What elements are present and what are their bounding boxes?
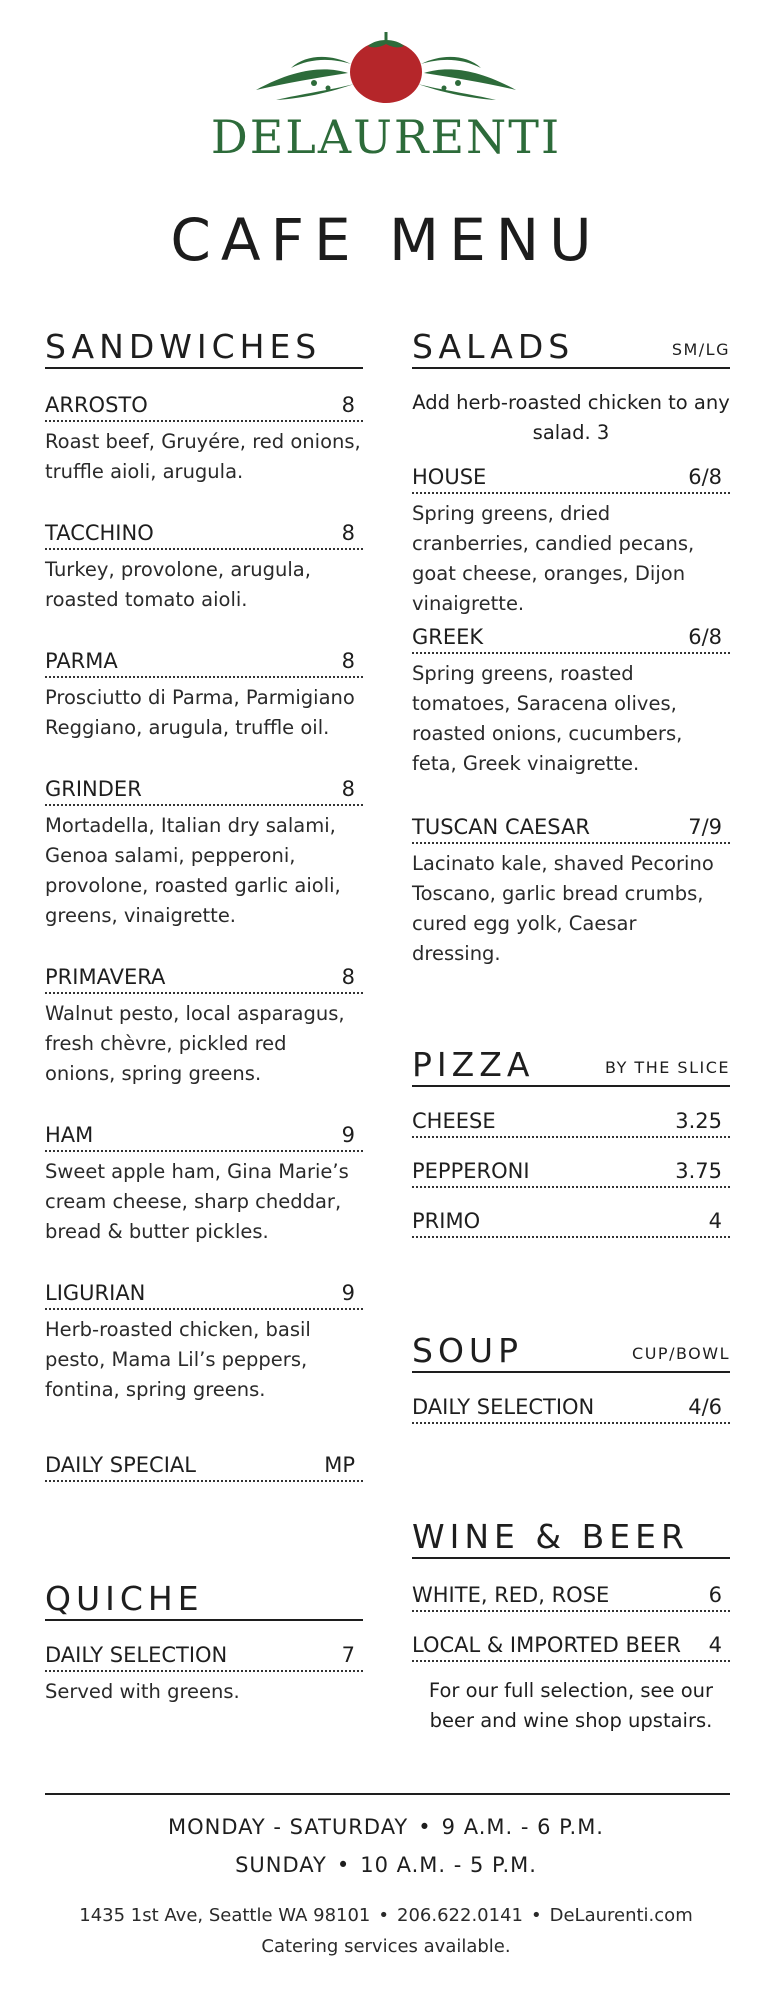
item-description: Served with greens. <box>45 1680 240 1703</box>
item-description: Mortadella, Italian dry salami, Genoa salami, pepperoni, provolone, roasted garlic aioli, greens, vinaigrette. <box>45 814 341 927</box>
item-name: LIGURIAN <box>45 1281 146 1305</box>
item-price: 4 <box>708 1633 722 1657</box>
menu-item <box>45 1122 363 1247</box>
item-price: 8 <box>341 521 355 545</box>
item-name: PRIMAVERA <box>45 965 166 989</box>
item-description: Sweet apple ham, Gina Marie’s cream cheese, sharp cheddar, bread & butter pickles. <box>45 1160 349 1243</box>
pizza-header <box>412 1045 730 1087</box>
item-description: Lacinato kale, shaved Pecorino Toscano, garlic bread crumbs, cured egg yolk, Caesar dressing. <box>412 852 714 965</box>
menu-item <box>412 1208 730 1238</box>
item-name: GREEK <box>412 625 484 649</box>
hours-weekday-times: 9 A.M. - 6 P.M. <box>441 1815 604 1839</box>
menu-item <box>412 1108 730 1138</box>
item-price: 9 <box>341 1281 355 1305</box>
item-description: Spring greens, roasted tomatoes, Saracena olives, roasted onions, cucumbers, feta, Greek vinaigrette. <box>412 662 683 775</box>
item-price: 8 <box>341 649 355 673</box>
item-price: 7/9 <box>688 815 722 839</box>
item-price: 8 <box>341 393 355 417</box>
sandwiches-section <box>45 327 363 369</box>
pizza-section <box>412 1045 730 1087</box>
footer-divider <box>45 1793 730 1795</box>
salads-title: SALADS <box>412 327 575 366</box>
item-name: HOUSE <box>412 465 487 489</box>
menu-item <box>412 464 730 619</box>
item-description: Prosciutto di Parma, Parmigiano Reggiano, arugula, truffle oil. <box>45 686 355 739</box>
soup-title: SOUP <box>412 1331 523 1370</box>
item-description: Roast beef, Gruyére, red onions, truffle aioli, arugula. <box>45 430 361 483</box>
wine-section <box>412 1517 730 1559</box>
hours-sunday-times: 10 A.M. - 5 P.M. <box>360 1853 537 1877</box>
menu-item <box>45 648 363 743</box>
soup-section <box>412 1331 730 1373</box>
wine-note: For our full selection, see our beer and wine shop upstairs. <box>428 1679 714 1732</box>
soup-note: CUP/BOWL <box>632 1344 730 1363</box>
item-price: MP <box>324 1453 355 1477</box>
item-name: LOCAL & IMPORTED BEER <box>412 1633 681 1657</box>
wine-title: WINE & BEER <box>412 1517 689 1556</box>
menu-item <box>45 392 363 487</box>
item-price: 6/8 <box>688 625 722 649</box>
item-name: TACCHINO <box>45 521 154 545</box>
menu-item <box>45 964 363 1089</box>
menu-item <box>412 624 730 779</box>
item-name: PARMA <box>45 649 118 673</box>
menu-item <box>45 1452 363 1482</box>
item-name: WHITE, RED, ROSE <box>412 1583 610 1607</box>
salads-size-note: SM/LG <box>671 340 730 359</box>
wine-header <box>412 1517 730 1559</box>
salads-section <box>412 327 730 369</box>
sandwiches-header <box>45 327 363 369</box>
quiche-header <box>45 1579 363 1621</box>
catering-note: Catering services available. <box>261 1936 511 1957</box>
menu-item <box>45 1642 363 1707</box>
menu-item <box>412 1582 730 1612</box>
brand-name: DELAURENTI <box>210 110 562 164</box>
tomato-icon <box>236 28 536 108</box>
menu-item <box>412 1632 730 1662</box>
item-price: 4 <box>708 1209 722 1233</box>
quiche-title: QUICHE <box>45 1579 204 1618</box>
sandwiches-title: SANDWICHES <box>45 327 322 366</box>
item-name: PRIMO <box>412 1209 481 1233</box>
website-link[interactable]: DeLaurenti.com <box>549 1905 693 1926</box>
pizza-title: PIZZA <box>412 1045 535 1084</box>
item-price: 3.25 <box>675 1109 722 1133</box>
hours-sunday-days: SUNDAY <box>235 1853 327 1877</box>
item-name: TUSCAN CAESAR <box>412 815 590 839</box>
item-description: Herb-roasted chicken, basil pesto, Mama Lil’s peppers, fontina, spring greens. <box>45 1318 311 1401</box>
item-price: 6/8 <box>688 465 722 489</box>
bullet-separator: • <box>336 1853 351 1877</box>
menu-item <box>412 1158 730 1188</box>
salads-header <box>412 327 730 369</box>
bullet-separator: • <box>530 1905 542 1926</box>
quiche-section <box>45 1579 363 1621</box>
item-name: ARROSTO <box>45 393 148 417</box>
item-price: 3.75 <box>675 1159 722 1183</box>
salads-addon-note: Add herb-roasted chicken to any salad. 3 <box>412 391 730 444</box>
item-name: CHEESE <box>412 1109 496 1133</box>
hours-sunday <box>0 1853 772 1877</box>
item-price: 8 <box>341 777 355 801</box>
item-name: DAILY SELECTION <box>45 1643 228 1667</box>
item-description: Walnut pesto, local asparagus, fresh chèvre, pickled red onions, spring greens. <box>45 1002 345 1085</box>
item-price: 9 <box>341 1123 355 1147</box>
soup-header <box>412 1331 730 1373</box>
item-name: HAM <box>45 1123 94 1147</box>
bullet-separator: • <box>418 1815 432 1839</box>
item-name: PEPPERONI <box>412 1159 530 1183</box>
hours-weekday <box>0 1815 772 1839</box>
pizza-note: BY THE SLICE <box>604 1058 730 1077</box>
hours-weekday-days: MONDAY - SATURDAY <box>168 1815 409 1839</box>
item-price: 4/6 <box>688 1395 722 1419</box>
item-price: 6 <box>708 1583 722 1607</box>
item-price: 7 <box>341 1643 355 1667</box>
item-price: 8 <box>341 965 355 989</box>
item-name: DAILY SPECIAL <box>45 1453 196 1477</box>
item-description: Turkey, provolone, arugula, roasted tomato aioli. <box>45 558 311 611</box>
footer-contact <box>0 1905 772 1926</box>
item-name: GRINDER <box>45 777 142 801</box>
menu-item <box>45 520 363 615</box>
item-description: Spring greens, dried cranberries, candied pecans, goat cheese, oranges, Dijon vinaigrette. <box>412 502 695 615</box>
menu-item <box>412 1394 730 1424</box>
menu-item <box>45 776 363 931</box>
bullet-separator: • <box>378 1905 390 1926</box>
menu-title: CAFE MENU <box>170 206 602 274</box>
address: 1435 1st Ave, Seattle WA 98101 <box>79 1905 371 1926</box>
menu-item <box>45 1280 363 1405</box>
item-name: DAILY SELECTION <box>412 1395 595 1419</box>
menu-item <box>412 814 730 969</box>
phone[interactable]: 206.622.0141 <box>397 1905 523 1926</box>
